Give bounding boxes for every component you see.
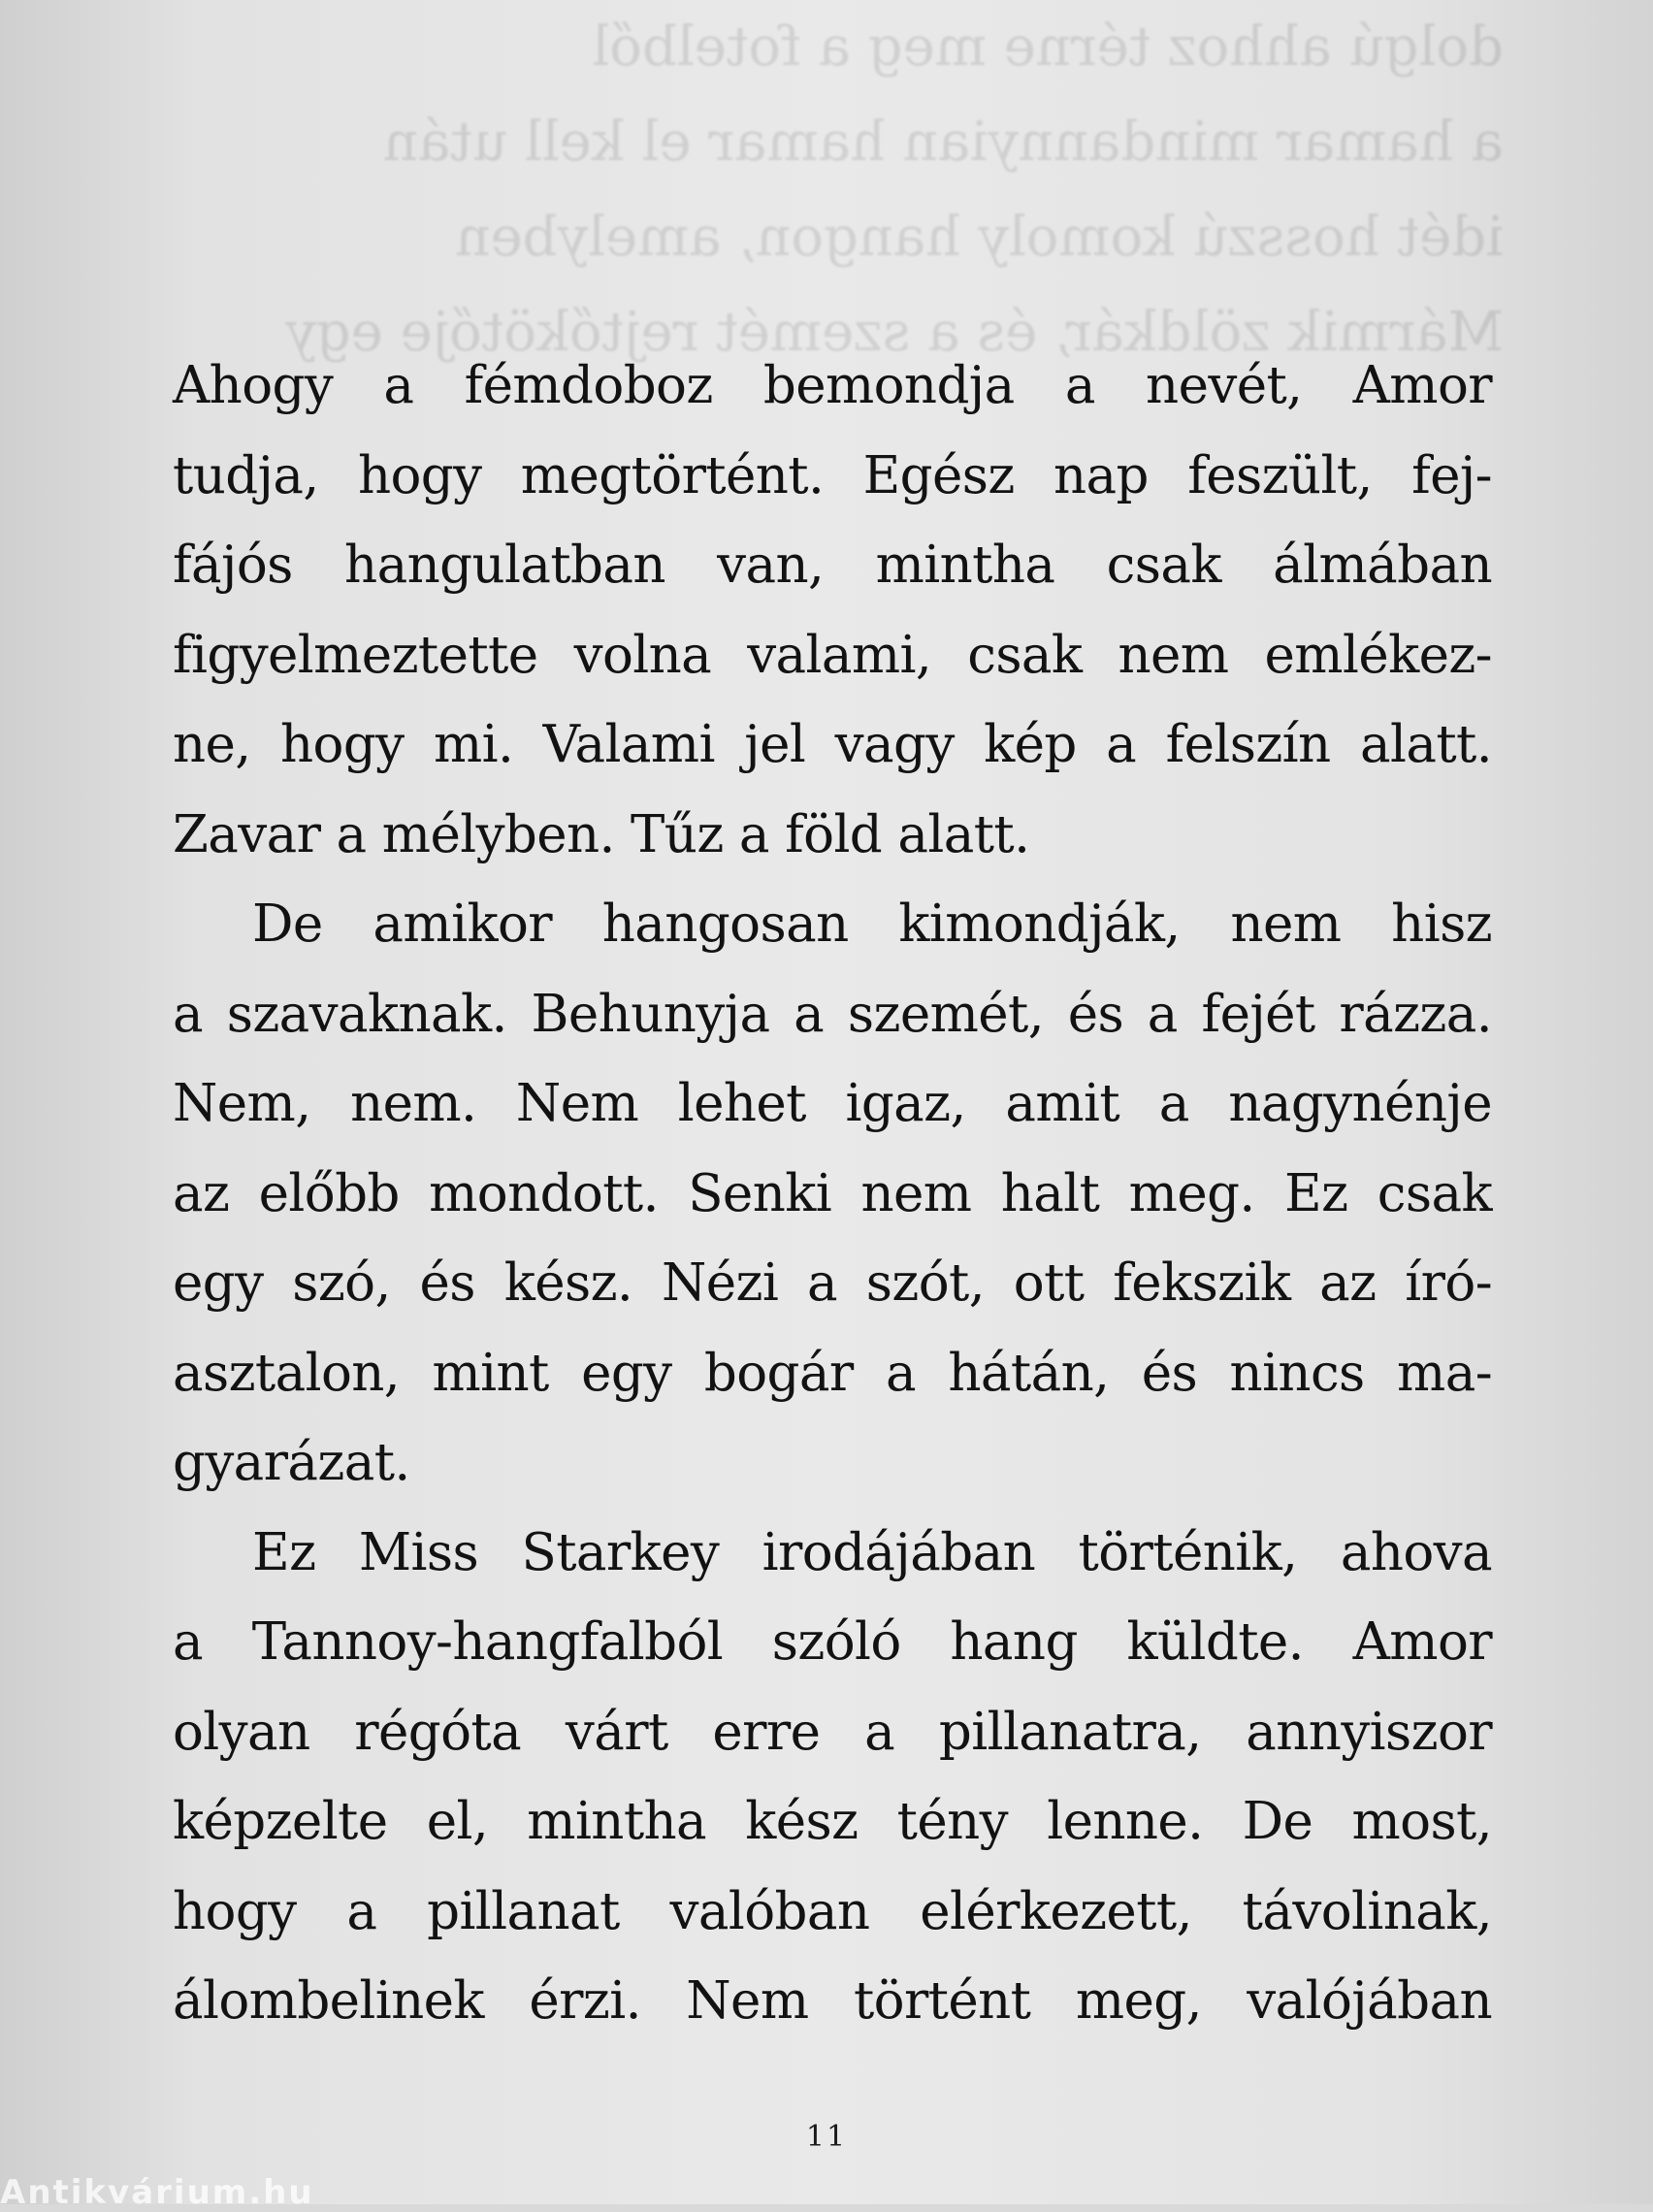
text-line: De amikor hangosan kimondják, nem hisz xyxy=(252,895,1492,954)
text-line: ne, hogy mi. Valami jel vagy kép a felszín alatt. xyxy=(173,715,1492,774)
paragraph-3 xyxy=(173,1509,1492,2047)
paragraph-2 xyxy=(173,880,1492,1509)
bleed-line: dolgú ahhoz térne meg a fotelből xyxy=(592,16,1504,79)
text-line: a Tannoy-hangfalból szóló hang küldte. Amor xyxy=(173,1612,1492,1672)
text-line: a szavaknak. Behunyja a szemét, és a fejét rázza. xyxy=(173,984,1492,1044)
text-line: asztalon, mint egy bogár a hátán, és nincs ma- xyxy=(173,1343,1492,1403)
text-line: Ahogy a fémdoboz bemondja a nevét, Amor xyxy=(173,356,1492,415)
text-line: gyarázat. xyxy=(173,1433,410,1492)
text-line: az előbb mondott. Senki nem halt meg. Ez csak xyxy=(173,1163,1492,1223)
watermark: Antikvárium.hu xyxy=(0,2173,314,2212)
text-line: hogy a pillanat valóban elérkezett, távolinak, xyxy=(173,1881,1492,1941)
text-line: fájós hangulatban van, mintha csak álmában xyxy=(173,536,1492,595)
text-line: álombelinek érzi. Nem történt meg, valójában xyxy=(173,1971,1492,2031)
page-number: 11 xyxy=(805,2120,848,2154)
text-line: képzelte el, mintha kész tény lenne. De most, xyxy=(173,1792,1492,1851)
text-line: egy szó, és kész. Nézi a szót, ott fekszik az író- xyxy=(173,1253,1492,1313)
text-line: Ez Miss Starkey irodájában történik, ahova xyxy=(252,1522,1492,1582)
body-text xyxy=(173,342,1492,2047)
text-line: olyan régóta várt erre a pillanatra, annyiszor xyxy=(173,1702,1492,1762)
text-line: figyelmeztette volna valami, csak nem emlékez- xyxy=(173,625,1492,685)
paragraph-1 xyxy=(173,342,1492,880)
bleed-line: Mármik zöldkár, és a szemét rejtőkötője egy xyxy=(285,301,1504,364)
reverse-side-bleed-through xyxy=(165,0,1504,364)
text-line: Zavar a mélyben. Tűz a föld alatt. xyxy=(173,804,1030,864)
text-line: tudja, hogy megtörtént. Egész nap feszült, fej- xyxy=(173,445,1492,505)
bleed-line: a hamar mindannyian hamar el kell után xyxy=(382,111,1504,174)
bleed-line: idét hosszú komoly hangon, amelyben xyxy=(455,206,1504,269)
text-line: Nem, nem. Nem lehet igaz, amit a nagynénje xyxy=(173,1074,1492,1133)
